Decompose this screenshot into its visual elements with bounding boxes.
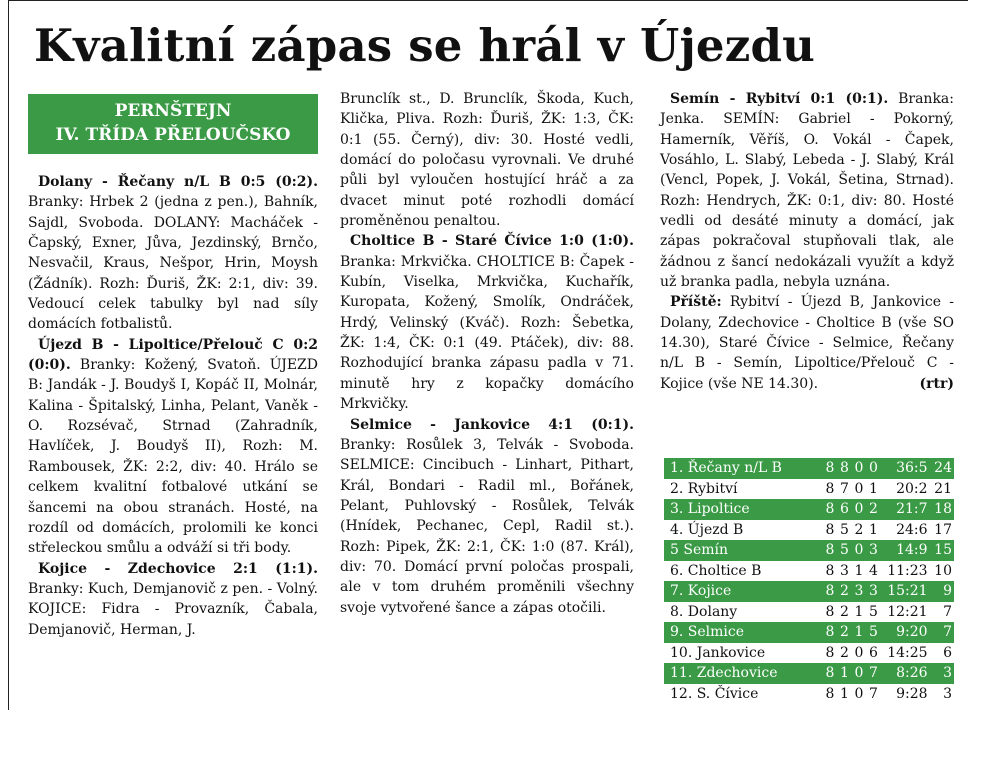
- draws: 1: [854, 624, 864, 640]
- author-signature: (rtr): [919, 375, 954, 392]
- wins: 5: [840, 542, 849, 558]
- wins: 2: [840, 624, 849, 640]
- games-played: 8: [825, 501, 835, 517]
- goal-score: 15:21: [887, 583, 928, 599]
- standings-row: [664, 479, 954, 500]
- next-round: [660, 292, 954, 394]
- team-name: 4. Újezd B: [670, 521, 744, 538]
- games-played: 8: [825, 644, 835, 661]
- draws: 0: [854, 665, 864, 681]
- games-played: 8: [825, 521, 835, 538]
- games-played: 8: [825, 562, 835, 579]
- losses: 5: [868, 603, 878, 620]
- standings-row: [664, 663, 954, 684]
- match-text: Branky: Hrbek 2 (jedna z pen.), Bahník, Sajdl, Svoboda. DOLANY: Macháček - Čapský, Exner, Jůva, Jezdinský, Brnčo, Nesvačil, Kraus, Nešpor, Hrin, Moysh (Žádník). Rozh: Ďuriš, ŽK: 2:1, div: 39. Vedoucí celek tabulky byl nad síly domácích fotbalistů.: [28, 194, 318, 333]
- match-report: [660, 89, 954, 292]
- goal-score: 8:26: [896, 665, 928, 681]
- team-name: 6. Choltice B: [670, 562, 762, 579]
- match-text: Branky: Kuch, Demjanovič z pen. - Volný. KOJICE: Fidra - Provazník, Čabala, Demjanovič, Herman, J.: [28, 580, 318, 638]
- points: 7: [943, 624, 952, 640]
- draws: 0: [854, 460, 864, 476]
- losses: 7: [868, 685, 878, 702]
- match-heading: Semín - Rybitví 0:1 (0:1).: [670, 91, 889, 107]
- match-report: [28, 172, 318, 335]
- points: 21: [934, 480, 952, 497]
- games-played: 8: [825, 603, 835, 620]
- games-played: 8: [825, 460, 835, 476]
- games-played: 8: [825, 542, 835, 558]
- draws: 1: [854, 562, 864, 579]
- losses: 3: [868, 542, 878, 558]
- match-text: Brunclík st., D. Brunclík, Škoda, Kuch, Klička, Pliva. Rozh: Ďuriš, ŽK: 1:3, ČK: 0:1 (55. Černý), div: 30. Hosté vedli, domácí do poločasu vyrovnali. Ve druhé půli byl vyloučen hostující hráč a za dvacet minut poté rozhodli domácí proměněnou penaltou.: [340, 91, 634, 230]
- match-report: [28, 559, 318, 640]
- team-name: 10. Jankovice: [670, 644, 766, 661]
- losses: 6: [868, 644, 878, 661]
- article-column-1: [28, 172, 318, 640]
- match-heading: Choltice B - Staré Čívice 1:0 (1:0).: [350, 233, 634, 250]
- points: 15: [934, 542, 952, 558]
- wins: 5: [840, 521, 849, 538]
- points: 6: [943, 644, 952, 661]
- goal-score: 12:21: [887, 603, 928, 620]
- standings-row: [664, 602, 954, 623]
- standings-row: [664, 622, 954, 643]
- match-heading: Kojice - Zdechovice 2:1 (1:1).: [38, 560, 318, 577]
- draws: 0: [854, 480, 864, 497]
- goal-score: 20:2: [896, 480, 928, 497]
- team-name: 8. Dolany: [670, 603, 738, 620]
- points: 9: [943, 583, 952, 599]
- standings-row: [664, 540, 954, 561]
- section-label: [28, 94, 318, 154]
- points: 3: [943, 685, 952, 702]
- standings-row: [664, 458, 954, 479]
- games-played: 8: [825, 665, 835, 681]
- match-heading: Dolany - Řečany n/L B 0:5 (0:2).: [38, 174, 318, 190]
- match-text: Branka: Jenka. SEMÍN: Gabriel - Pokorný, Hamerník, Věříš, O. Vokál - Čapek, Vosáhlo, L. Slabý, Lebeda - J. Slabý, Král (Vencl, Popek, J. Vokál, Šetina, Strnad). Rozh: Hendrych, ŽK: 0:1, div: 80. Hosté vedli od desáté minuty a domácí, jak zápas pokračoval stupňovali tlak, ale žádnou z šancí nedokázali využít a když už branka padla, nebyla uznána.: [660, 91, 955, 291]
- standings-row: [664, 499, 954, 520]
- team-name: 3. Lipoltice: [670, 501, 750, 517]
- points: 10: [934, 562, 952, 579]
- team-name: 11. Zdechovice: [670, 665, 778, 681]
- losses: 3: [868, 583, 878, 599]
- team-name: 9. Selmice: [670, 624, 745, 640]
- top-rule: [8, 0, 968, 1]
- points: 7: [943, 603, 952, 620]
- goal-score: 9:20: [896, 624, 928, 640]
- article-column-3: [660, 89, 954, 394]
- games-played: 8: [825, 480, 835, 497]
- games-played: 8: [825, 583, 835, 599]
- wins: 3: [840, 562, 849, 579]
- losses: 0: [868, 460, 878, 476]
- article-column-2: [340, 89, 634, 618]
- losses: 4: [868, 562, 878, 579]
- wins: 2: [840, 603, 849, 620]
- standings-row: [664, 520, 954, 541]
- team-name: 12. S. Čívice: [670, 685, 759, 702]
- wins: 8: [840, 460, 849, 476]
- section-label-line2: IV. TŘÍDA PŘELOUČSKO: [55, 125, 291, 145]
- goal-score: 14:25: [887, 644, 928, 661]
- losses: 2: [868, 501, 878, 517]
- points: 17: [934, 521, 952, 538]
- goal-score: 21:7: [896, 501, 928, 517]
- match-text: Branky: Rosůlek 3, Telvák - Svoboda. SELMICE: Cincibuch - Linhart, Pithart, Král, Bondari - Radil ml., Bořánek, Pelant, Puhlovský - Rosůlek, Telvák (Hnídek, Pechanec, Cepl, Radil st.). Rozh: Pipek, ŽK: 2:1, ČK: 1:0 (87. Král), div: 70. Domácí první poločas prospali, ale v tom druhém proměnili všechny svoje vytvořené šance a zápas otočili.: [340, 436, 634, 616]
- team-name: 5 Semín: [670, 542, 729, 558]
- match-text: Branka: Mrkvička. CHOLTICE B: Čapek - Kubín, Viselka, Mrkvička, Kuchařík, Kuropata, Kožený, Smolík, Ondráček, Hrdý, Velinský (Kváč). Rozh: Šebetka, ŽK: 1:4, ČK: 0:1 (49. Ptáček), div: 88. Rozhodující branka zápasu padla v 71. minutě hry z kopačky domácího Mrkvičky.: [340, 253, 634, 413]
- wins: 7: [840, 480, 849, 497]
- match-report-continued: [340, 89, 634, 231]
- match-report: [340, 231, 634, 414]
- next-round-heading: Příště:: [670, 294, 722, 311]
- losses: 5: [868, 624, 878, 640]
- games-played: 8: [825, 624, 835, 640]
- page-margin: [0, 710, 991, 761]
- goal-score: 9:28: [896, 685, 928, 702]
- losses: 1: [868, 521, 878, 538]
- standings-row: [664, 643, 954, 664]
- team-name: 1. Řečany n/L B: [670, 460, 782, 476]
- losses: 1: [868, 480, 878, 497]
- draws: 3: [854, 583, 864, 599]
- match-heading: Újezd B - Lipoltice/Přelouč C 0:2 (0:0).: [28, 336, 318, 374]
- draws: 0: [854, 685, 864, 702]
- standings-row: [664, 684, 954, 705]
- headline: Kvalitní zápas se hrál v Újezdu: [34, 19, 816, 72]
- match-report: [28, 335, 318, 559]
- goal-score: 11:23: [887, 562, 928, 579]
- losses: 7: [868, 665, 878, 681]
- team-name: 7. Kojice: [670, 583, 732, 599]
- wins: 1: [840, 665, 849, 681]
- standings-row: [664, 581, 954, 602]
- draws: 0: [854, 501, 864, 517]
- standings-row: [664, 561, 954, 582]
- points: 24: [934, 460, 952, 476]
- goal-score: 36:5: [896, 460, 928, 476]
- section-label-line1: PERNŠTEJN: [114, 101, 232, 121]
- match-report: [340, 415, 634, 618]
- games-played: 8: [825, 685, 835, 702]
- draws: 0: [854, 644, 864, 661]
- draws: 2: [854, 521, 864, 538]
- team-name: 2. Rybitví: [670, 480, 738, 497]
- next-round-text: Rybitví - Újezd B, Jankovice - Dolany, Zdechovice - Choltice B (vše SO 14.30), Staré Čívice - Selmice, Řečany n/L B - Semín, Lipoltice/Přelouč C - Kojice (vše NE 14.30).: [660, 294, 954, 392]
- wins: 6: [840, 501, 849, 517]
- goal-score: 14:9: [896, 542, 928, 558]
- match-text: Branky: Kožený, Svatoň. ÚJEZD B: Jandák - J. Boudyš I, Kopáč II, Molnár, Kalina - Špitalský, Linha, Pelant, Vaněk - O. Rozsévač, Strnad (Zahradník, Havlíček, J. Boudyš II), Rozh: M. Rambousek, ŽK: 2:2, div: 40. Hrálo se celkem kvalitní fotbalové utkání se šancemi na obou stranách. Hosté, na rozdíl od domácích, prolomili ke konci střeleckou smůlu a odváží si tři body.: [28, 357, 318, 557]
- points: 3: [943, 665, 952, 681]
- left-rule: [8, 0, 9, 710]
- points: 18: [934, 501, 952, 517]
- match-heading: Selmice - Jankovice 4:1 (0:1).: [350, 416, 634, 433]
- wins: 1: [840, 685, 849, 702]
- standings-table: [664, 458, 954, 704]
- goal-score: 24:6: [896, 521, 928, 538]
- wins: 2: [840, 644, 849, 661]
- draws: 1: [854, 603, 864, 620]
- draws: 0: [854, 542, 864, 558]
- wins: 2: [840, 583, 849, 599]
